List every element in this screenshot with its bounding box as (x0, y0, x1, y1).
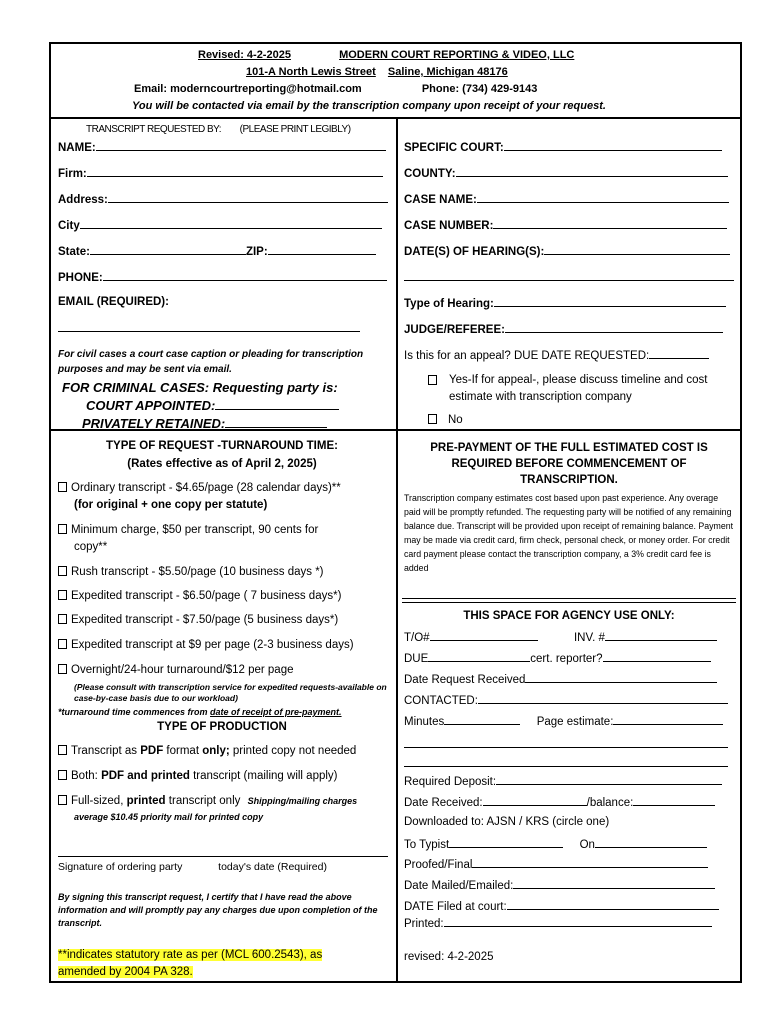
divider-vertical-top (396, 117, 398, 429)
commence-note: *turnaround time commences from date of receipt of pre-payment. (58, 707, 342, 717)
contacted-field[interactable]: CONTACTED: (404, 693, 728, 707)
to-inv-field[interactable]: T/O# INV. # (404, 630, 717, 644)
expedited-5day-option[interactable]: Expedited transcript - $7.50/page (5 business days*) (58, 614, 338, 626)
expedited-2day-checkbox[interactable] (58, 639, 67, 649)
address-field[interactable]: Address: (58, 192, 388, 206)
appeal-yes-checkbox[interactable] (428, 375, 437, 385)
consult-note: (Please consult with transcription service for expedited requests-available on case-by-case basis due to our workload) (74, 682, 387, 703)
county-field[interactable]: COUNTY: (404, 166, 728, 180)
email-field[interactable] (58, 321, 360, 335)
expedited-7day-option[interactable]: Expedited transcript - $6.50/page ( 7 business days*) (58, 590, 341, 602)
specific-court-field[interactable]: SPECIFIC COURT: (404, 140, 722, 154)
overnight-option[interactable]: Overnight/24-hour turnaround/$12 per page (58, 664, 294, 676)
minutes-page-field[interactable]: Minutes Page estimate: (404, 714, 723, 728)
header-contact (134, 83, 537, 95)
city-field[interactable]: City (58, 218, 382, 232)
firm-field[interactable]: Firm: (58, 166, 383, 180)
statutory-note-1: **indicates statutory rate as per (MCL 600.2543), as (58, 949, 323, 961)
civil-note: For civil cases a court case caption or pleading for transcription purposes and may be sent via email. (58, 349, 364, 375)
header-email: Email: moderncourtreporting@hotmail.com (134, 83, 362, 95)
both-checkbox[interactable] (58, 770, 67, 780)
rush-checkbox[interactable] (58, 566, 67, 576)
signature-label: Signature of ordering party (58, 861, 183, 873)
expedited-2day-option[interactable]: Expedited transcript at $9 per page (2-3 business days) (58, 639, 354, 651)
ordinary-option[interactable]: Ordinary transcript - $4.65/page (28 calendar days)** (58, 482, 341, 494)
header-phone: Phone: (734) 429-9143 (421, 83, 538, 95)
company-name: MODERN COURT REPORTING & VIDEO, LLC (339, 49, 575, 61)
overnight-checkbox[interactable] (58, 664, 67, 674)
pdf-only-checkbox[interactable] (58, 745, 67, 755)
full-sized-checkbox[interactable] (58, 795, 67, 805)
prepayment-rule-2 (402, 602, 736, 603)
certify-statement: By signing this transcript request, I certify that I have read the above information and will promptly pay any charges due upon completion of the transcript. (58, 892, 378, 928)
blank-line-1[interactable] (404, 737, 728, 751)
judge-field[interactable]: JUDGE/REFEREE: (404, 322, 723, 336)
dates-of-hearing-field-2[interactable] (404, 270, 734, 284)
blank-line-2[interactable] (404, 756, 728, 770)
prepayment-rule-1 (402, 598, 736, 599)
production-title: TYPE OF PRODUCTION (157, 721, 287, 733)
header-notice: You will be contacted via email by the transcription company upon receipt of your request. (132, 100, 606, 112)
rush-option[interactable]: Rush transcript - $5.50/page (10 business days *) (58, 566, 324, 578)
proofed-field[interactable]: Proofed/Final (404, 857, 708, 871)
name-field[interactable]: NAME: (58, 140, 386, 154)
phone-field[interactable]: PHONE: (58, 270, 387, 284)
appeal-question[interactable]: Is this for an appeal? DUE DATE REQUESTED: (404, 348, 709, 362)
date-label: today's date (Required) (218, 861, 327, 873)
footer-revised: revised: 4-2-2025 (404, 951, 494, 963)
date-mailed-field[interactable]: Date Mailed/Emailed: (404, 878, 715, 892)
ordinary-note: (for original + one copy per statute) (74, 499, 268, 511)
minimum-checkbox[interactable] (58, 524, 67, 534)
full-sized-option[interactable]: Full-sized, printed transcript only Shipping/mailing charges (58, 795, 357, 807)
turnaround-rates: (Rates effective as of April 2, 2025) (127, 458, 317, 470)
date-request-field[interactable]: Date Request Received (404, 672, 717, 686)
both-option[interactable]: Both: PDF and printed transcript (mailing will apply) (58, 770, 338, 782)
printed-field[interactable]: Printed: (404, 916, 712, 930)
state-zip-field[interactable]: State: ZIP: (58, 244, 376, 258)
shipping-note: average $10.45 priority mail for printed copy (74, 812, 264, 822)
expedited-7day-checkbox[interactable] (58, 590, 67, 600)
prepayment-body: Transcription company estimates cost based upon past experience. Any overage paid will be promptly refunded. The requesting party will be notified of any remaining balance due. Transcript will be provided upon receipt of remaining balance. Payment may be made via credit card, firm check, personal check, or money order. For credit card payment please contact the transcription company, a 3% credit card fee is added (404, 493, 734, 573)
divider-vertical-bottom (396, 429, 398, 982)
date-filed-field[interactable]: DATE Filed at court: (404, 899, 719, 913)
prepayment-title: PRE-PAYMENT OF THE FULL ESTIMATED COST IS REQUIRED BEFORE COMMENCEMENT OF TRANSCRIPTION. (430, 442, 708, 486)
minimum-option-cont: copy** (74, 541, 108, 553)
type-of-hearing-field[interactable]: Type of Hearing: (404, 296, 726, 310)
agency-title: THIS SPACE FOR AGENCY USE ONLY: (463, 610, 675, 622)
due-cert-field[interactable]: DUE cert. reporter? (404, 651, 711, 665)
revised-date: Revised: 4-2-2025 (198, 49, 291, 61)
requested-by-label: TRANSCRIPT REQUESTED BY: (PLEASE PRINT LEGIBLY) (86, 124, 351, 135)
minimum-option[interactable]: Minimum charge, $50 per transcript, 90 cents for (58, 524, 318, 536)
dates-of-hearing-field[interactable]: DATE(S) OF HEARING(S): (404, 244, 730, 258)
header-line-1 (198, 49, 574, 61)
signature-line[interactable] (58, 856, 388, 857)
typist-field[interactable]: To Typist On (404, 837, 707, 851)
header-address: 101-A North Lewis Street Saline, Michigan 48176 (246, 66, 508, 78)
email-field-label: EMAIL (REQUIRED): (58, 296, 169, 308)
expedited-5day-checkbox[interactable] (58, 614, 67, 624)
signature-labels (58, 861, 327, 873)
downloaded-to[interactable]: Downloaded to: AJSN / KRS (circle one) (404, 816, 610, 828)
case-number-field[interactable]: CASE NUMBER: (404, 218, 727, 232)
criminal-heading: FOR CRIMINAL CASES: Requesting party is: (62, 380, 338, 395)
statutory-note-2: amended by 2004 PA 328. (58, 966, 193, 978)
appeal-no-option[interactable]: No (428, 414, 463, 426)
required-deposit-field[interactable]: Required Deposit: (404, 774, 722, 788)
ordinary-checkbox[interactable] (58, 482, 67, 492)
turnaround-title: TYPE OF REQUEST -TURNAROUND TIME: (106, 440, 338, 452)
privately-retained-field[interactable]: PRIVATELY RETAINED: (82, 416, 327, 431)
appeal-no-checkbox[interactable] (428, 414, 437, 424)
pdf-only-option[interactable]: Transcript as PDF format only; printed copy not needed (58, 745, 356, 757)
date-received-field[interactable]: Date Received: /balance: (404, 795, 715, 809)
case-name-field[interactable]: CASE NAME: (404, 192, 729, 206)
court-appointed-field[interactable]: COURT APPOINTED: (86, 398, 339, 413)
appeal-yes-option[interactable]: Yes-If for appeal-, please discuss timeline and cost estimate with transcription company (428, 372, 738, 406)
